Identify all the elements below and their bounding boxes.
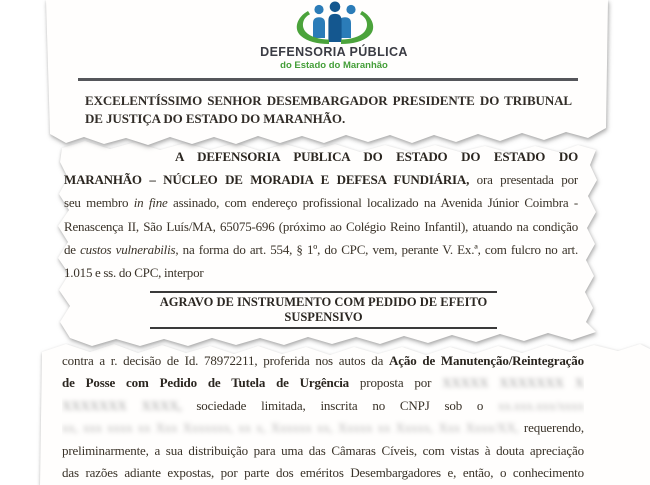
text-segment: requerendo, (518, 420, 584, 436)
redacted-text: XXXXX XXXXXXX X (442, 375, 584, 391)
text-segment: EXCELENTÍSSIMO SENHOR DESEMBARGADOR PRESIDENTE DO TRIBUNAL (85, 93, 572, 108)
defensoria-publica-logo-icon (289, 1, 381, 44)
text-segment: contra a r. decisão de Id. 78972211, proferida nos autos da (62, 353, 390, 368)
text-segment: assinado, com endereço profissional localizado na Avenida Júnior Coimbra - (167, 195, 578, 211)
vocative-addressee-text (85, 92, 572, 127)
text-line (150, 295, 497, 310)
text-segment: Renascença II, São Luís/MA, 65075-696 (próximo ao Colégio Reino Infantil), atuando na condição (64, 218, 578, 234)
petition-body-paragraph (62, 350, 584, 484)
text-line (62, 440, 584, 462)
redacted-text: XXXXXXX XXXX, (62, 397, 182, 413)
text-line (64, 238, 578, 261)
text-line (62, 417, 584, 439)
text-segment: das razões adiante expostas, por parte dos eméritos Desembargadores e, então, o conhecimento (62, 465, 584, 481)
text-line (85, 92, 572, 110)
redacted-text: xx.xxx.xxx/xxxx (498, 397, 584, 413)
text-segment: proposta por (349, 375, 443, 391)
text-line (62, 350, 584, 372)
text-line (64, 191, 578, 214)
text-segment: , na forma do art. 554, § 1º, do CPC, vem, perante V. Ex.ª, com fulcro no art. (175, 241, 578, 257)
text-segment: A DEFENSORIA PUBLICA DO ESTADO DO ESTADO DO (175, 149, 578, 164)
text-segment: de (64, 241, 81, 257)
text-segment: MARANHÃO – NÚCLEO DE MORADIA E DEFESA FUNDIÁRIA, (64, 172, 470, 188)
text-segment: Ação de Manutenção/Reintegração (389, 353, 584, 368)
text-segment: seu membro (64, 195, 134, 211)
text-segment: de Posse com Pedido de Tutela de Urgência (62, 375, 350, 391)
text-segment: AGRAVO DE INSTRUMENTO COM PEDIDO DE EFEITO (159, 295, 488, 309)
letterhead-divider-rule (78, 78, 578, 81)
text-segment: preliminarmente, a sua distribuição para uma das Câmaras Cíveis, com vistas à douta apreciação (62, 442, 584, 458)
text-line (64, 261, 578, 284)
petition-intro-paragraph (64, 145, 578, 284)
logo-org-subtitle: do Estado do Maranhão (280, 60, 388, 71)
redacted-text: xx, xxx xxxx xx Xxx Xxxxxxx, xx x, Xxxxxx xx, Xxxxx xx Xxxxx, Xxx Xxxx/XX, (62, 420, 519, 436)
petition-heading (150, 291, 497, 329)
text-line (64, 145, 578, 168)
text-segment: custos vulnerabilis (80, 241, 176, 257)
text-line (64, 215, 578, 238)
text-segment: in fine (133, 195, 168, 211)
text-line (62, 462, 584, 484)
text-segment: sociedade limitada, inscrita no CNPJ sob o (181, 397, 499, 413)
text-line (62, 395, 584, 417)
text-line (64, 168, 578, 191)
text-line (150, 310, 497, 325)
logo-org-name: DEFENSORIA PÚBLICA (260, 45, 408, 59)
text-line (85, 110, 572, 128)
text-segment: ora presentada por (469, 172, 578, 188)
text-line (62, 372, 584, 394)
text-segment: DE JUSTIÇA DO ESTADO DO MARANHÃO. (85, 110, 346, 126)
text-segment: 1.015 e ss. do CPC, interpor (64, 265, 204, 281)
text-segment: SUSPENSIVO (284, 309, 363, 324)
